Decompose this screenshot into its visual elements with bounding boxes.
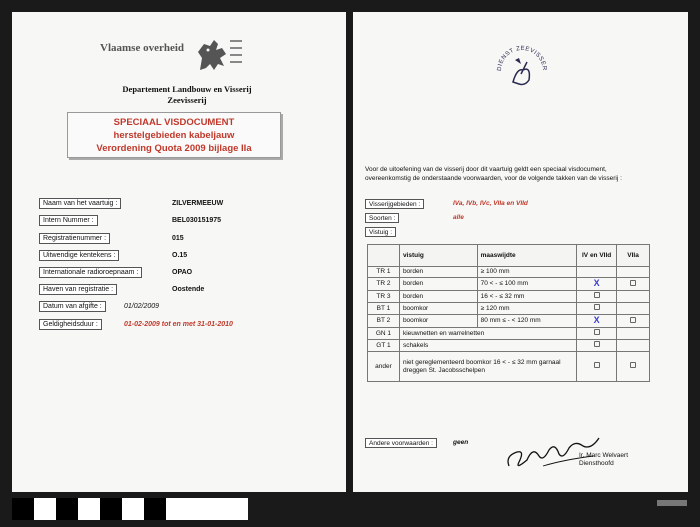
row-viia-cell bbox=[617, 315, 650, 328]
logo-text: Vlaamse overheid bbox=[100, 42, 185, 54]
row-code: TR 3 bbox=[368, 291, 400, 303]
left-document-page bbox=[12, 12, 346, 492]
row-mesh: 16 < - ≤ 32 mm bbox=[477, 291, 577, 303]
header-iv-viid: IV en VIId bbox=[577, 245, 617, 267]
empty-checkbox-icon bbox=[630, 317, 636, 323]
registration-number-value: 015 bbox=[172, 235, 184, 242]
intro-paragraph: Voor de uitoefening van de visserij door dit vaartuig geldt een speciaal visdocument, overeenkomstig de onderstaande voorwaarden, voor de volgende takken van de visserij : bbox=[365, 166, 622, 182]
checked-cross-icon: X bbox=[593, 315, 600, 325]
port-of-registry-label: Haven van registratie : bbox=[39, 284, 117, 295]
row-code: TR 1 bbox=[368, 267, 400, 278]
row-mesh: ≥ 100 mm bbox=[477, 267, 577, 278]
row-iv-cell bbox=[577, 328, 617, 340]
logo-stripes bbox=[230, 40, 242, 70]
internal-number-label: Intern Nummer : bbox=[39, 215, 98, 226]
species-value: alle bbox=[453, 214, 464, 221]
issue-date-value: 01/02/2009 bbox=[124, 303, 160, 310]
table-row bbox=[368, 291, 650, 303]
row-code: BT 1 bbox=[368, 303, 400, 315]
external-marks-value: O.15 bbox=[172, 252, 188, 259]
document-title-box bbox=[67, 112, 281, 158]
row-iv-cell bbox=[577, 303, 617, 315]
department-name: Departement Landbouw en Visserij bbox=[122, 84, 252, 94]
row-iv-cell bbox=[577, 315, 617, 328]
row-gear: kieuwnetten en warrelnetten bbox=[399, 328, 576, 340]
header-gear: vistuig bbox=[399, 245, 477, 267]
title-line-2: herstelgebieden kabeljauw bbox=[113, 130, 235, 141]
row-gear: boomkor bbox=[399, 303, 477, 315]
title-line-1: SPECIAAL VISDOCUMENT bbox=[113, 117, 235, 128]
row-viia-cell bbox=[617, 303, 650, 315]
port-of-registry-value: Oostende bbox=[172, 286, 205, 293]
fishing-areas-value: IVa, IVb, IVc, VIIa en VIId bbox=[453, 200, 528, 207]
row-code: TR 2 bbox=[368, 278, 400, 291]
table-row bbox=[368, 267, 650, 278]
row-code: ander bbox=[368, 352, 400, 382]
other-conditions-value: geen bbox=[453, 439, 469, 446]
official-stamp bbox=[491, 40, 553, 102]
gear-label: Vistuig : bbox=[365, 227, 396, 237]
species-label: Soorten : bbox=[365, 213, 399, 223]
row-mesh: 70 < - ≤ 100 mm bbox=[477, 278, 577, 291]
internal-number-value: BEL030151975 bbox=[172, 217, 222, 224]
other-conditions-label: Andere voorwaarden : bbox=[365, 438, 437, 448]
row-gear: schakels bbox=[399, 340, 576, 352]
gear-table bbox=[367, 244, 650, 382]
row-gear: boomkor bbox=[399, 315, 477, 328]
row-viia-cell bbox=[617, 328, 650, 340]
row-viia-cell bbox=[617, 291, 650, 303]
row-mesh: ≥ 120 mm bbox=[477, 303, 577, 315]
table-row bbox=[368, 328, 650, 340]
validity-label: Geldigheidsduur : bbox=[39, 319, 102, 330]
empty-checkbox-icon bbox=[594, 341, 600, 347]
row-viia-cell bbox=[617, 278, 650, 291]
title-line-3: Verordening Quota 2009 bijlage IIa bbox=[96, 143, 252, 154]
issue-date-label: Datum van afgifte : bbox=[39, 301, 106, 312]
row-viia-cell bbox=[617, 340, 650, 352]
flemish-lion-logo bbox=[192, 36, 232, 76]
row-gear: borden bbox=[399, 267, 477, 278]
validity-value: 01-02-2009 tot en met 31-01-2010 bbox=[124, 321, 233, 328]
header-mesh: maaswijdte bbox=[477, 245, 577, 267]
table-row bbox=[368, 278, 650, 291]
row-code: GT 1 bbox=[368, 340, 400, 352]
vessel-name-label: Naam van het vaartuig : bbox=[39, 198, 121, 209]
row-viia-cell bbox=[617, 267, 650, 278]
radio-callsign-label: Internationale radioroepnaam : bbox=[39, 267, 142, 278]
signer-block bbox=[579, 452, 628, 468]
row-code: BT 2 bbox=[368, 315, 400, 328]
empty-checkbox-icon bbox=[630, 362, 636, 368]
header-viia: VIIa bbox=[617, 245, 650, 267]
table-row bbox=[368, 315, 650, 328]
table-header-row bbox=[368, 245, 650, 267]
signer-title: Diensthoofd bbox=[579, 460, 614, 467]
empty-checkbox-icon bbox=[594, 292, 600, 298]
table-row bbox=[368, 340, 650, 352]
empty-checkbox-icon bbox=[630, 280, 636, 286]
row-code: GN 1 bbox=[368, 328, 400, 340]
department-heading bbox=[72, 84, 302, 106]
external-marks-label: Uitwendige kentekens : bbox=[39, 250, 119, 261]
svg-text:DIENST ZEEVISSERIJ: DIENST ZEEVISSER bbox=[496, 45, 548, 72]
row-gear: borden bbox=[399, 291, 477, 303]
row-iv-cell bbox=[577, 278, 617, 291]
radio-callsign-value: OPAO bbox=[172, 269, 193, 276]
right-document-page bbox=[353, 12, 688, 492]
empty-checkbox-icon bbox=[594, 304, 600, 310]
table-row bbox=[368, 303, 650, 315]
signer-name: Ir. Marc Welvaert bbox=[579, 452, 629, 459]
row-iv-cell bbox=[577, 291, 617, 303]
table-row bbox=[368, 352, 650, 382]
header-code bbox=[368, 245, 400, 267]
row-gear: borden bbox=[399, 278, 477, 291]
calibration-strip bbox=[12, 498, 248, 520]
row-viia-cell bbox=[617, 352, 650, 382]
row-iv-cell bbox=[577, 267, 617, 278]
row-mesh: 80 mm ≤ - < 120 mm bbox=[477, 315, 577, 328]
row-iv-cell bbox=[577, 340, 617, 352]
registration-number-label: Registratienummer : bbox=[39, 233, 110, 244]
row-gear: niet gereglementeerd boomkor 16 < - ≤ 32 mm garnaal dreggen St. Jacobsschelpen bbox=[399, 352, 576, 382]
row-iv-cell bbox=[577, 352, 617, 382]
empty-checkbox-icon bbox=[594, 329, 600, 335]
empty-checkbox-icon bbox=[594, 362, 600, 368]
fishing-areas-label: Visserijgebieden : bbox=[365, 199, 424, 209]
archive-label-sticker bbox=[657, 500, 687, 506]
vessel-name-value: ZILVERMEEUW bbox=[172, 200, 224, 207]
checked-cross-icon: X bbox=[593, 278, 600, 288]
department-sub: Zeevisserij bbox=[167, 95, 207, 105]
